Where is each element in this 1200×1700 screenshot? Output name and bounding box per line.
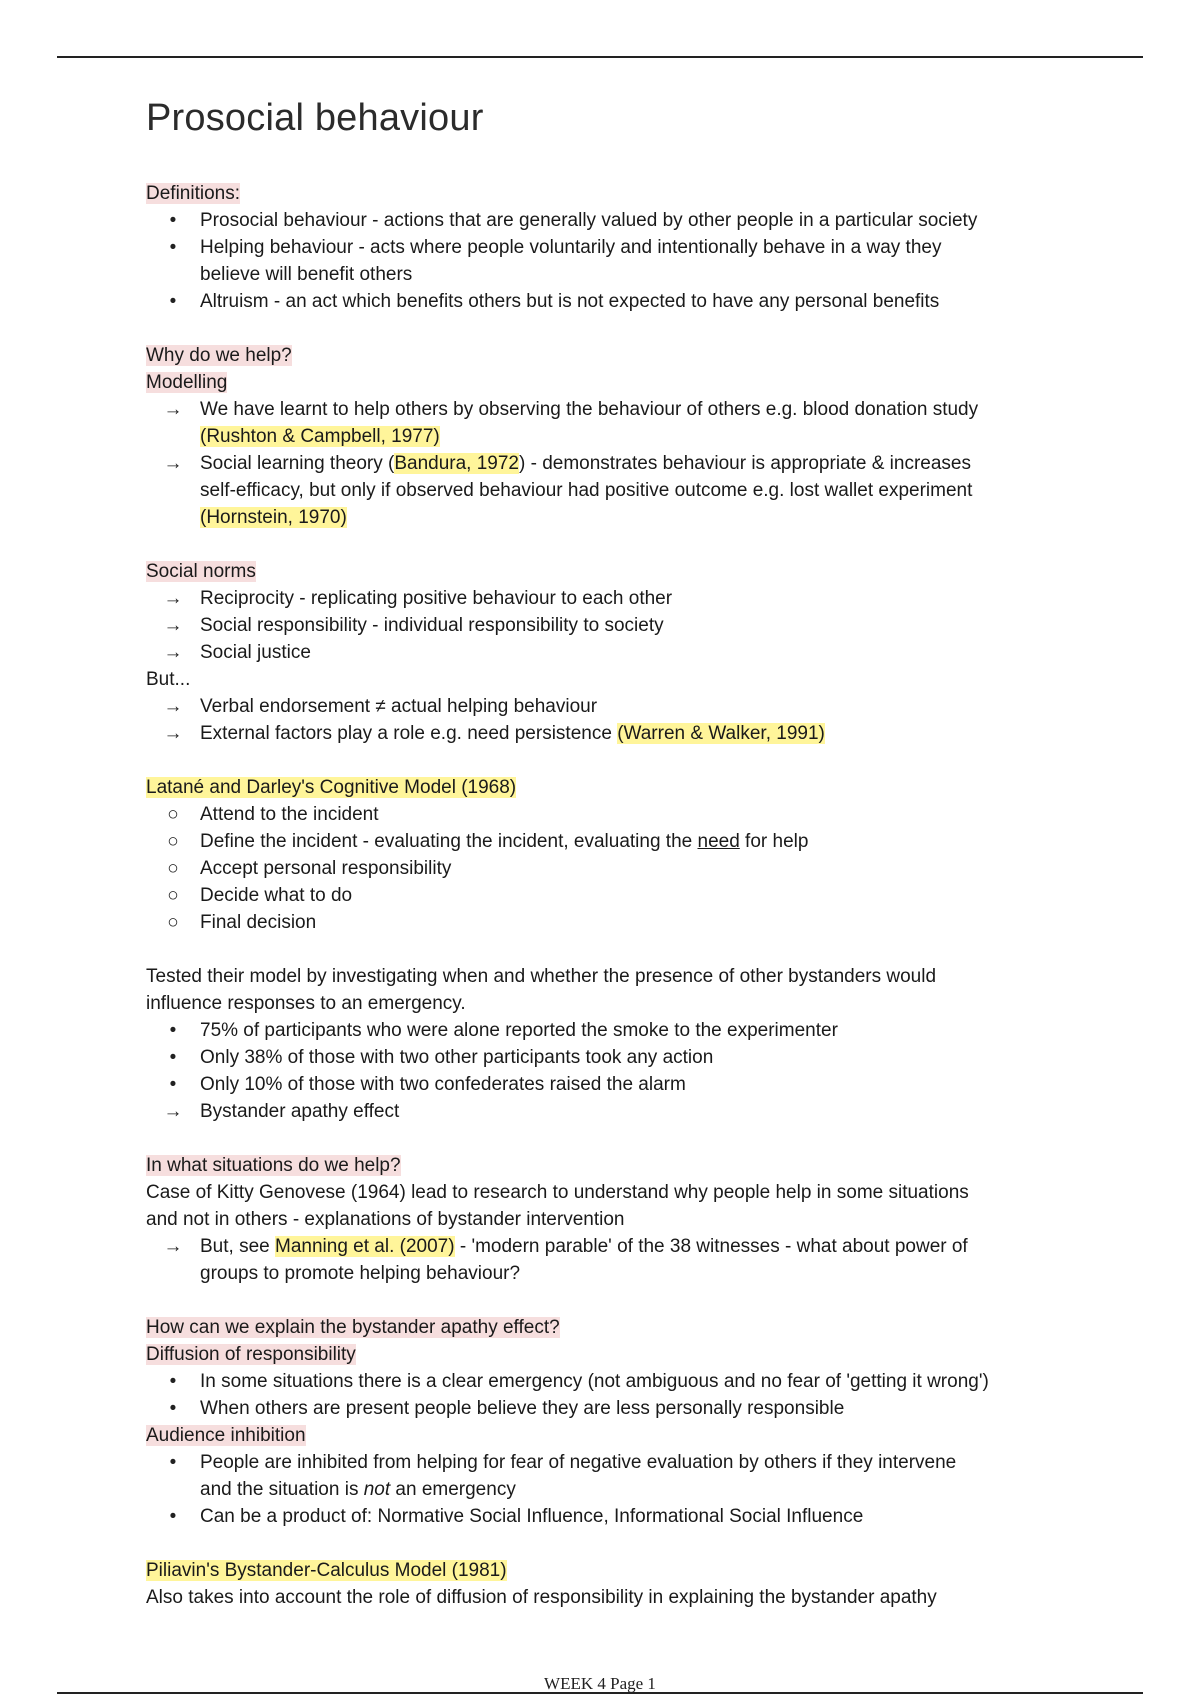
arrow-icon: → — [163, 1236, 183, 1257]
why-heading: Why do we help? — [146, 345, 292, 366]
circle-icon: ○ — [167, 885, 179, 906]
bullet-icon: • — [169, 237, 177, 258]
modelling-subheading: Modelling — [146, 372, 228, 393]
list-item: • Helping behaviour - acts where people voluntarily and intentionally behave in a way they — [146, 234, 1086, 261]
page-content — [146, 180, 1086, 1611]
list-item: ○ Attend to the incident — [146, 801, 1086, 828]
bullet-icon: • — [169, 1074, 177, 1095]
list-item: • People are inhibited from helping for fear of negative evaluation by others if they intervene — [146, 1449, 1086, 1476]
list-item: • When others are present people believe they are less personally responsible — [146, 1395, 1086, 1422]
list-item: → Social justice — [146, 639, 1086, 666]
citation: (Rushton & Campbell, 1977) — [200, 426, 440, 447]
definitions-heading: Definitions: — [146, 183, 240, 204]
bullet-icon: • — [169, 1020, 177, 1041]
explain-heading: How can we explain the bystander apathy effect? — [146, 1317, 560, 1338]
circle-icon: ○ — [167, 804, 179, 825]
list-item: → But, see Manning et al. (2007) - 'modern parable' of the 38 witnesses - what about power of — [146, 1233, 1086, 1260]
latane-heading: Latané and Darley's Cognitive Model (1968) — [146, 777, 517, 798]
audience-subheading: Audience inhibition — [146, 1425, 306, 1446]
bullet-icon: • — [169, 210, 177, 231]
citation: (Warren & Walker, 1991) — [617, 723, 825, 744]
citation: Manning et al. (2007) — [275, 1236, 455, 1257]
list-item: → Social responsibility - individual responsibility to society — [146, 612, 1086, 639]
list-item-continuation — [146, 504, 1086, 531]
arrow-icon: → — [163, 399, 183, 420]
list-item: → Reciprocity - replicating positive behaviour to each other — [146, 585, 1086, 612]
list-item-continuation: believe will benefit others — [200, 264, 413, 285]
list-item: • Prosocial behaviour - actions that are generally valued by other people in a particular society — [146, 207, 1086, 234]
list-item: • Altruism - an act which benefits others but is not expected to have any personal benefits — [146, 288, 1086, 315]
social-norms-heading: Social norms — [146, 561, 256, 582]
arrow-icon: → — [163, 642, 183, 663]
list-item: • Only 10% of those with two confederates raised the alarm — [146, 1071, 1086, 1098]
bullet-icon: • — [169, 1047, 177, 1068]
list-item: → Social learning theory (Bandura, 1972) - demonstrates behaviour is appropriate & increases — [146, 450, 1086, 477]
list-item: ○ Define the incident - evaluating the incident, evaluating the need for help — [146, 828, 1086, 855]
arrow-icon: → — [163, 453, 183, 474]
list-item: ○ Final decision — [146, 909, 1086, 936]
circle-icon: ○ — [167, 858, 179, 879]
situations-heading: In what situations do we help? — [146, 1155, 401, 1176]
paragraph-line: Case of Kitty Genovese (1964) lead to research to understand why people help in some situations — [146, 1182, 969, 1203]
list-item: • 75% of participants who were alone reported the smoke to the experimenter — [146, 1017, 1086, 1044]
list-item: • Can be a product of: Normative Social Influence, Informational Social Influence — [146, 1503, 1086, 1530]
diffusion-subheading: Diffusion of responsibility — [146, 1344, 356, 1365]
paragraph-line: Tested their model by investigating when and whether the presence of other bystanders would — [146, 966, 937, 987]
arrow-icon: → — [163, 615, 183, 636]
list-item-continuation: groups to promote helping behaviour? — [200, 1263, 521, 1284]
bullet-icon: • — [169, 1452, 177, 1473]
list-item: → Bystander apathy effect — [146, 1098, 1086, 1125]
paragraph-line: influence responses to an emergency. — [146, 993, 466, 1014]
paragraph-line: and not in others - explanations of bystander intervention — [146, 1209, 625, 1230]
page-footer: WEEK 4 Page 1 — [544, 1674, 656, 1693]
arrow-icon: → — [163, 1101, 183, 1122]
list-item: ○ Decide what to do — [146, 882, 1086, 909]
citation: (Hornstein, 1970) — [200, 507, 347, 528]
arrow-icon: → — [163, 588, 183, 609]
citation: Bandura, 1972 — [394, 453, 519, 474]
bullet-icon: • — [169, 1398, 177, 1419]
bottom-rule — [57, 1692, 1143, 1694]
arrow-icon: → — [163, 723, 183, 744]
list-item-continuation: self-efficacy, but only if observed behaviour had positive outcome e.g. lost wallet experiment — [200, 480, 973, 501]
paragraph-line: Also takes into account the role of diffusion of responsibility in explaining the bystander apathy — [146, 1587, 937, 1608]
list-item: • Only 38% of those with two other participants took any action — [146, 1044, 1086, 1071]
page-title: Prosocial behaviour — [146, 97, 484, 140]
list-item: → Verbal endorsement ≠ actual helping behaviour — [146, 693, 1086, 720]
circle-icon: ○ — [167, 831, 179, 852]
top-rule — [57, 56, 1143, 58]
list-item-continuation: and the situation is not an emergency — [200, 1479, 516, 1500]
circle-icon: ○ — [167, 912, 179, 933]
list-item: ○ Accept personal responsibility — [146, 855, 1086, 882]
list-item: → We have learnt to help others by observing the behaviour of others e.g. blood donation study — [146, 396, 1086, 423]
list-item-continuation — [146, 423, 1086, 450]
list-item: • In some situations there is a clear emergency (not ambiguous and no fear of 'getting it wrong') — [146, 1368, 1086, 1395]
bullet-icon: • — [169, 291, 177, 312]
list-item: → External factors play a role e.g. need persistence (Warren & Walker, 1991) — [146, 720, 1086, 747]
but-text: But... — [146, 669, 191, 690]
piliavin-heading: Piliavin's Bystander-Calculus Model (1981) — [146, 1560, 507, 1581]
arrow-icon: → — [163, 696, 183, 717]
bullet-icon: • — [169, 1506, 177, 1527]
bullet-icon: • — [169, 1371, 177, 1392]
